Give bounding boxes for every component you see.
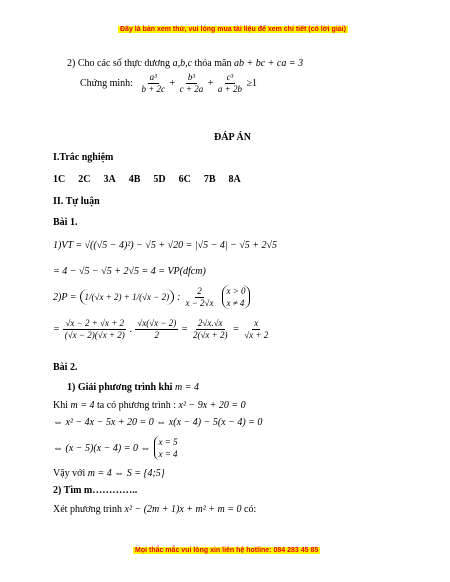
- answer-item: 8A: [228, 174, 241, 185]
- answer-item: 1C: [53, 174, 66, 185]
- fraction-3: $\frac{\text{c³}}{a + 2b}$: [217, 72, 242, 94]
- inequality-rhs: ≥1: [246, 78, 257, 89]
- bai2-sub2: 2) Tìm m…………..: [53, 485, 138, 496]
- answer-item: 6C: [178, 174, 191, 185]
- fraction-2: $\frac{\text{b³}}{c + 2a}$: [179, 72, 204, 94]
- p-divisor: $\frac{2}{x - 2√x}$: [185, 285, 214, 308]
- section1-title: I.Trắc nghiệm: [53, 152, 114, 163]
- p-conditions: x > 0 x ≠ 4: [222, 285, 249, 309]
- khi-line: Khi m = 4 ta có phương trình : x² − 9x + 20 = 0: [53, 400, 246, 411]
- line4-fraction-1: $\frac{√x - 2 + √x + 2}{(√x - 2)(√x + 2)}$: [64, 318, 125, 340]
- footer-banner: Mọi thắc mắc vui lòng xin liên hệ hotline: 084 283 45 85: [135, 547, 319, 554]
- problem2-cond: ab + bc + ca = 3: [233, 58, 304, 69]
- bai1-line2: = 4 − √5 − √5 + 2√5 = 4 = VP(dfcm): [53, 266, 206, 277]
- answer-item: 2C: [78, 174, 91, 185]
- bai1-title: Bài 1.: [53, 217, 78, 228]
- step2: ⇔ (x − 5)(x − 4) = 0 ⇔ x = 5 x = 4: [53, 437, 178, 459]
- colon: :: [177, 291, 181, 303]
- bai2-sub1: 1) Giải phương trình khi m = 4: [67, 382, 199, 393]
- line4-fraction-2: $\frac{√x(√x - 2)}{2}$: [137, 318, 177, 340]
- p-sum: 1/(√x + 2) + 1/(√x − 2): [80, 289, 175, 305]
- roots-brace: x = 5 x = 4: [154, 436, 177, 460]
- header-banner: Đây là bản xem thử, vui lòng mua tài liệu để xem chi tiết (có lời giải): [120, 26, 346, 33]
- answer-item: 4B: [128, 174, 141, 185]
- vay-line: Vậy với m = 4 ⇔ S = {4;5}: [53, 468, 165, 479]
- answer-title: ĐÁP ÁN: [214, 132, 251, 143]
- prove-label: Chứng minh:: [80, 78, 133, 89]
- bai1-line4: = $\frac{√x - 2 + √x + 2}{(√x - 2)(√x + 2)}$ . $\frac{√x(√x - 2)}{2}$ = $\frac{2√x.√x}{2(√x + 2)}$ = $\frac{x}{√x + 2}$: [53, 318, 269, 340]
- bai1-line1: 1)VT = √((√5 − 4)²) − √5 + √20 = |√5 − 4| − √5 + 2√5: [53, 240, 278, 251]
- answer-key-row: [53, 174, 241, 185]
- fraction-1: $\frac{\text{a³}}{b + 2c}$: [141, 72, 166, 94]
- problem2-mid: thỏa mãn: [194, 58, 232, 69]
- bai2-title: Bài 2.: [53, 362, 78, 373]
- problem2-prefix: 2) Cho các số thực dương: [67, 58, 171, 69]
- problem2-vars: a,b,c: [172, 58, 193, 69]
- bai1-line3: [53, 285, 250, 309]
- problem2-statement: [67, 58, 303, 69]
- section2-title: II. Tự luận: [53, 196, 100, 207]
- line4-fraction-4: $\frac{x}{√x + 2}$: [244, 318, 269, 340]
- problem2-proof: Chứng minh: $\frac{\text{a³}}{b + 2c}$ + $\frac{\text{b³}}{c + 2a}$ + $\frac{\text{c³}}{a + 2b}$ ≥1: [80, 72, 257, 94]
- step1: ⇔ x² − 4x − 5x + 20 = 0 ⇔ x(x − 4) − 5(x − 4) = 0: [53, 417, 263, 428]
- p-label: 2)P =: [53, 291, 77, 303]
- answer-item: 7B: [203, 174, 216, 185]
- answer-item: 5D: [153, 174, 166, 185]
- xet-line: Xét phương trình x² − (2m + 1)x + m² + m = 0 có:: [53, 504, 257, 515]
- line4-fraction-3: $\frac{2√x.√x}{2(√x + 2)}$: [192, 318, 228, 340]
- answer-item: 3A: [103, 174, 116, 185]
